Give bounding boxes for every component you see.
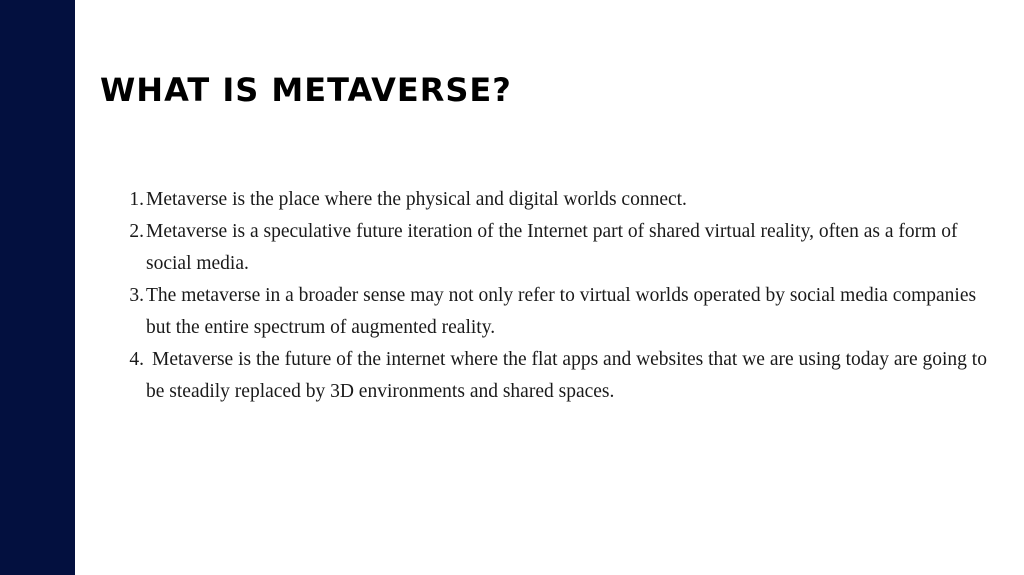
definition-list xyxy=(100,184,1005,408)
list-item xyxy=(100,216,1005,280)
list-item xyxy=(100,184,1005,216)
list-item-number: 4. xyxy=(129,349,144,370)
page-title: WHAT IS METAVERSE? xyxy=(100,71,512,109)
list-item-text: Metaverse is the future of the internet where the flat apps and websites that we are using today are going to be steadily replaced by 3D environments and shared spaces. xyxy=(146,349,987,402)
list-item-number: 3. xyxy=(129,285,144,306)
list-item-text: Metaverse is a speculative future iteration of the Internet part of shared virtual reality, often as a form of social media. xyxy=(146,221,958,274)
list-item-text: The metaverse in a broader sense may not only refer to virtual worlds operated by social media companies but the entire spectrum of augmented reality. xyxy=(146,285,977,338)
list-item xyxy=(100,280,1005,344)
list-item-text: Metaverse is the place where the physical and digital worlds connect. xyxy=(146,189,687,210)
list-item-number: 1. xyxy=(129,189,144,210)
list-item xyxy=(100,344,1005,408)
sidebar-accent-bar xyxy=(0,0,75,575)
list-item-number: 2. xyxy=(129,221,144,242)
